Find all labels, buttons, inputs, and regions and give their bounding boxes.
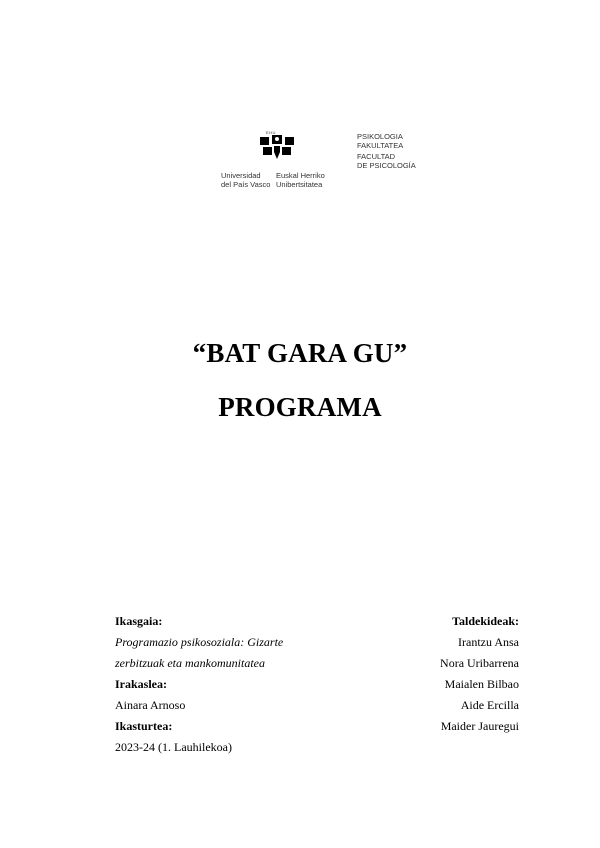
year-value: 2023-24 (1. Lauhilekoa)	[115, 740, 232, 754]
team-members	[369, 611, 519, 737]
title-line-1: “BAT GARA GU”	[192, 338, 408, 368]
university-name-eu: Euskal Herriko Unibertsitatea	[276, 171, 325, 189]
university-logo	[218, 130, 418, 192]
teacher-value: Ainara Arnoso	[115, 698, 186, 712]
member-name: Irantzu Ansa	[458, 635, 519, 649]
ehu-emblem-icon	[258, 130, 296, 162]
member-name: Maider Jauregui	[440, 719, 519, 733]
title-line-2: PROGRAMA	[218, 392, 382, 422]
members-label: Taldekideak:	[452, 614, 519, 628]
year-label: Ikasturtea:	[115, 719, 173, 733]
member-name: Nora Uribarrena	[440, 656, 519, 670]
teacher-label: Irakaslea:	[115, 677, 167, 691]
logo-top-text: EHU	[266, 130, 276, 135]
faculty-name: PSIKOLOGIA FAKULTATEA FACULTAD DE PSICOLOGÍA	[357, 132, 416, 170]
subject-value: Programazio psikosoziala: Gizarte zerbitzuak eta mankomunitatea	[115, 635, 284, 670]
university-name-es: Universidad del País Vasco	[221, 171, 271, 189]
course-info	[115, 611, 295, 758]
member-name: Maialen Bilbao	[444, 677, 519, 691]
member-name: Aide Ercilla	[460, 698, 519, 712]
subject-label: Ikasgaia:	[115, 614, 163, 628]
